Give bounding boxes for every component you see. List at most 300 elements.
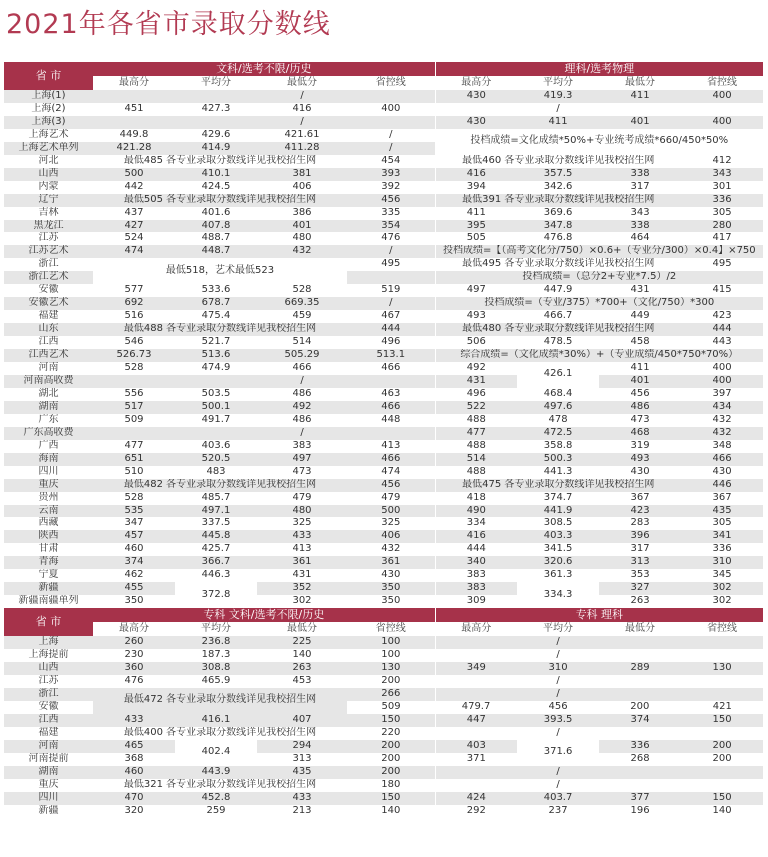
table-row xyxy=(4,310,763,323)
table-row xyxy=(4,349,763,362)
score-cell: 400 xyxy=(681,362,763,375)
table-row xyxy=(4,530,763,543)
score-cell: 445.8 xyxy=(175,530,257,543)
score-cell xyxy=(681,636,763,649)
score-cell: 509 xyxy=(347,701,435,714)
score-cell: 477 xyxy=(93,440,175,453)
score-cell: 432 xyxy=(347,543,435,556)
score-cell: 443 xyxy=(681,336,763,349)
province-cell: 福建 xyxy=(4,727,93,740)
province-cell: 辽宁 xyxy=(4,194,93,207)
score-cell: 433 xyxy=(93,714,175,727)
score-cell: 478.5 xyxy=(517,336,599,349)
score-cell: 444 xyxy=(435,543,517,556)
score-cell: 524 xyxy=(93,232,175,245)
note-cell: 最低391 各专业录取分数线详见我校招生网 xyxy=(435,194,681,207)
score-cell: 466.7 xyxy=(517,310,599,323)
score-cell: 150 xyxy=(347,714,435,727)
score-cell: 513.1 xyxy=(347,349,435,362)
score-cell: 395 xyxy=(435,220,517,233)
column-header: 省控线 xyxy=(681,76,763,90)
score-cell: 313 xyxy=(257,753,347,766)
score-cell: 292 xyxy=(435,805,517,818)
score-cell: 225 xyxy=(257,636,347,649)
score-cell: 500.1 xyxy=(175,401,257,414)
province-cell: 广东高收费 xyxy=(4,427,93,440)
merged-avg-cell: 402.4 xyxy=(175,740,257,766)
score-cell: 430 xyxy=(599,466,681,479)
score-cell: 517 xyxy=(93,401,175,414)
score-cell: 669.35 xyxy=(257,297,347,310)
score-cell: 418 xyxy=(435,492,517,505)
score-cell: 417 xyxy=(681,232,763,245)
score-cell: 459 xyxy=(257,310,347,323)
province-cell: 四川 xyxy=(4,792,93,805)
score-cell: 416.1 xyxy=(175,714,257,727)
score-cell: 447 xyxy=(435,714,517,727)
score-cell: 528 xyxy=(257,284,347,297)
province-cell: 江苏 xyxy=(4,232,93,245)
table-row xyxy=(4,168,763,181)
score-cell: / xyxy=(257,375,347,388)
score-cell: 320.6 xyxy=(517,556,599,569)
score-table xyxy=(4,62,763,817)
table-row xyxy=(4,388,763,401)
score-cell: 310 xyxy=(681,556,763,569)
province-cell: 浙江艺术 xyxy=(4,271,93,284)
score-cell: 341.5 xyxy=(517,543,599,556)
score-cell: / xyxy=(347,245,435,258)
note-cell: 最低518，艺术最低523 xyxy=(93,258,347,284)
control-line-cell: 495 xyxy=(347,258,435,271)
column-header: 最低分 xyxy=(599,76,681,90)
like-header: 理科/选考物理 xyxy=(435,62,763,76)
score-cell: 377 xyxy=(599,792,681,805)
score-cell: 294 xyxy=(257,740,347,753)
score-cell: 350 xyxy=(347,595,435,608)
score-cell: 435 xyxy=(681,505,763,518)
score-cell: 100 xyxy=(347,649,435,662)
score-cell xyxy=(681,649,763,662)
score-cell: 464 xyxy=(599,232,681,245)
score-cell xyxy=(599,649,681,662)
subheader-row xyxy=(4,622,763,636)
score-cell: / xyxy=(517,766,599,779)
table-row xyxy=(4,740,763,753)
table-row xyxy=(4,103,763,116)
note-cell: 最低460 各专业录取分数线详见我校招生网 xyxy=(435,155,681,168)
score-cell: 213 xyxy=(257,805,347,818)
score-cell: 342.6 xyxy=(517,181,599,194)
score-cell xyxy=(435,636,517,649)
score-cell xyxy=(681,766,763,779)
score-cell xyxy=(681,727,763,740)
score-cell: 463 xyxy=(347,388,435,401)
score-cell: 347 xyxy=(93,517,175,530)
column-header: 最高分 xyxy=(93,76,175,90)
province-header: 省 市 xyxy=(4,608,93,636)
score-cell: 374.7 xyxy=(517,492,599,505)
score-cell xyxy=(93,427,175,440)
score-cell: 305 xyxy=(681,517,763,530)
score-cell: 413 xyxy=(257,543,347,556)
table-row xyxy=(4,543,763,556)
score-cell xyxy=(435,779,517,792)
table-row xyxy=(4,284,763,297)
score-cell: 360 xyxy=(93,662,175,675)
score-cell: 520.5 xyxy=(175,453,257,466)
province-cell: 湖南 xyxy=(4,766,93,779)
score-cell: 478 xyxy=(517,414,599,427)
note-cell: 最低482 各专业录取分数线详见我校招生网 xyxy=(93,479,347,492)
score-cell: / xyxy=(347,129,435,142)
province-cell: 吉林 xyxy=(4,207,93,220)
score-cell xyxy=(175,375,257,388)
province-cell: 湖南 xyxy=(4,401,93,414)
table-row xyxy=(4,414,763,427)
score-cell: 421.28 xyxy=(93,142,175,155)
score-cell: 430 xyxy=(435,90,517,103)
province-cell: 甘肃 xyxy=(4,543,93,556)
score-cell: 393.5 xyxy=(517,714,599,727)
score-cell: 497.6 xyxy=(517,401,599,414)
score-cell: 433 xyxy=(257,530,347,543)
score-cell: 347.8 xyxy=(517,220,599,233)
province-cell: 安徽 xyxy=(4,701,93,714)
province-cell: 重庆 xyxy=(4,779,93,792)
control-line-cell: 454 xyxy=(347,155,435,168)
score-cell: 196 xyxy=(599,805,681,818)
score-cell: 456 xyxy=(517,701,599,714)
note-cell: 最低488 各专业录取分数线详见我校招生网 xyxy=(93,323,347,336)
score-cell: 140 xyxy=(681,805,763,818)
score-cell xyxy=(599,766,681,779)
table-row xyxy=(4,245,763,258)
score-cell: 416 xyxy=(257,103,347,116)
score-cell: 451 xyxy=(93,103,175,116)
score-cell: 396 xyxy=(599,530,681,543)
table-row xyxy=(4,649,763,662)
score-cell: 187.3 xyxy=(175,649,257,662)
province-cell: 河南高收费 xyxy=(4,375,93,388)
score-cell: 443.9 xyxy=(175,766,257,779)
province-cell: 浙江 xyxy=(4,258,93,271)
score-cell: 200 xyxy=(599,701,681,714)
province-cell: 四川 xyxy=(4,466,93,479)
score-cell: 367 xyxy=(599,492,681,505)
province-cell: 山西 xyxy=(4,662,93,675)
score-cell: 429.6 xyxy=(175,129,257,142)
score-cell: 423 xyxy=(599,505,681,518)
control-line-cell: 336 xyxy=(681,194,763,207)
score-cell: 466 xyxy=(347,362,435,375)
province-cell: 福建 xyxy=(4,310,93,323)
note-cell: 最低321 各专业录取分数线详见我校招生网 xyxy=(93,779,347,792)
table-row xyxy=(4,517,763,530)
score-cell: 301 xyxy=(681,181,763,194)
province-cell: 新疆 xyxy=(4,582,93,595)
score-cell: / xyxy=(517,649,599,662)
column-header: 平均分 xyxy=(175,622,257,636)
score-cell: 319 xyxy=(599,440,681,453)
score-cell: 476 xyxy=(347,232,435,245)
score-cell: 466 xyxy=(257,362,347,375)
score-cell: 493 xyxy=(435,310,517,323)
score-cell: 479 xyxy=(347,492,435,505)
note-cell: 最低485 各专业录取分数线详见我校招生网 xyxy=(93,155,347,168)
province-cell: 广东 xyxy=(4,414,93,427)
score-cell: 371 xyxy=(435,753,517,766)
merged-avg-cell: 426.1 xyxy=(517,362,599,388)
province-cell: 河北 xyxy=(4,155,93,168)
table-row xyxy=(4,258,763,271)
table-row xyxy=(4,181,763,194)
score-cell: 528 xyxy=(93,362,175,375)
score-cell: 488 xyxy=(435,414,517,427)
like-header: 专科 理科 xyxy=(435,608,763,622)
score-cell: 411 xyxy=(435,207,517,220)
table-row xyxy=(4,595,763,608)
score-cell: 486 xyxy=(257,414,347,427)
score-cell: 401 xyxy=(599,375,681,388)
province-cell: 湖北 xyxy=(4,388,93,401)
score-cell: 431 xyxy=(435,375,517,388)
province-cell: 上海 xyxy=(4,636,93,649)
table-row xyxy=(4,440,763,453)
score-cell: 492 xyxy=(257,401,347,414)
score-cell: 350 xyxy=(93,595,175,608)
score-cell: / xyxy=(347,297,435,310)
score-cell: 335 xyxy=(347,207,435,220)
table-row xyxy=(4,714,763,727)
table-row xyxy=(4,194,763,207)
score-cell: 506 xyxy=(435,336,517,349)
score-cell: 427.3 xyxy=(175,103,257,116)
score-cell: 500.3 xyxy=(517,453,599,466)
score-cell: 413 xyxy=(347,440,435,453)
control-line-cell: 444 xyxy=(681,323,763,336)
score-cell xyxy=(347,116,435,129)
score-cell: 480 xyxy=(257,232,347,245)
note-cell: 最低475 各专业录取分数线详见我校招生网 xyxy=(435,479,681,492)
score-cell: 325 xyxy=(257,517,347,530)
score-cell: 460 xyxy=(93,766,175,779)
score-cell: 367 xyxy=(681,492,763,505)
score-cell: 200 xyxy=(347,753,435,766)
score-cell: 416 xyxy=(435,168,517,181)
province-cell: 山东 xyxy=(4,323,93,336)
score-cell: 473 xyxy=(599,414,681,427)
score-cell: 452.8 xyxy=(175,792,257,805)
score-cell: 100 xyxy=(347,636,435,649)
table-row xyxy=(4,466,763,479)
score-cell: 410.1 xyxy=(175,168,257,181)
score-cell: 381 xyxy=(257,168,347,181)
score-cell: 447.9 xyxy=(517,284,599,297)
score-cell: 505 xyxy=(435,232,517,245)
score-cell: 556 xyxy=(93,388,175,401)
score-cell: 350 xyxy=(347,582,435,595)
header-row xyxy=(4,608,763,622)
table-row xyxy=(4,297,763,310)
score-cell: 692 xyxy=(93,297,175,310)
score-cell: 353 xyxy=(599,569,681,582)
table-row xyxy=(4,336,763,349)
score-cell: 200 xyxy=(347,740,435,753)
province-cell: 西藏 xyxy=(4,517,93,530)
score-cell: 341 xyxy=(681,530,763,543)
score-cell: 200 xyxy=(681,740,763,753)
column-header: 省控线 xyxy=(347,76,435,90)
column-header: 省控线 xyxy=(347,622,435,636)
score-cell: 497.1 xyxy=(175,505,257,518)
score-cell: / xyxy=(347,142,435,155)
province-cell: 贵州 xyxy=(4,492,93,505)
score-cell xyxy=(93,375,175,388)
score-cell: 403.3 xyxy=(517,530,599,543)
score-cell xyxy=(599,779,681,792)
score-cell: 496 xyxy=(347,336,435,349)
score-cell: 493 xyxy=(599,453,681,466)
score-cell: 383 xyxy=(435,582,517,595)
score-cell: 374 xyxy=(599,714,681,727)
score-cell: 268 xyxy=(599,753,681,766)
table-row xyxy=(4,675,763,688)
score-cell: 431 xyxy=(599,284,681,297)
score-cell: / xyxy=(517,636,599,649)
score-cell: 430 xyxy=(681,466,763,479)
note-cell: 最低505 各专业录取分数线详见我校招生网 xyxy=(93,194,347,207)
score-cell xyxy=(599,675,681,688)
province-cell: 上海艺术单列 xyxy=(4,142,93,155)
score-cell: 130 xyxy=(681,662,763,675)
score-cell: 150 xyxy=(681,714,763,727)
column-header: 最高分 xyxy=(435,76,517,90)
control-line-cell: 446 xyxy=(681,479,763,492)
table-row xyxy=(4,323,763,336)
score-cell xyxy=(599,727,681,740)
score-cell: 651 xyxy=(93,453,175,466)
score-cell xyxy=(347,427,435,440)
score-cell: 308.8 xyxy=(175,662,257,675)
score-cell: 400 xyxy=(681,116,763,129)
score-cell: 457 xyxy=(93,530,175,543)
score-cell: 305 xyxy=(681,207,763,220)
province-cell: 江西艺术 xyxy=(4,349,93,362)
score-cell xyxy=(435,688,517,701)
score-cell xyxy=(347,375,435,388)
score-cell: 401 xyxy=(257,220,347,233)
province-cell: 安徽 xyxy=(4,284,93,297)
score-cell: 421 xyxy=(681,701,763,714)
score-cell: 400 xyxy=(681,375,763,388)
score-cell xyxy=(681,688,763,701)
score-cell xyxy=(435,766,517,779)
score-cell: 577 xyxy=(93,284,175,297)
note-cell: 最低495 各专业录取分数线详见我校招生网 xyxy=(435,258,681,271)
table-row xyxy=(4,636,763,649)
table-row xyxy=(4,155,763,168)
score-cell: / xyxy=(517,779,599,792)
score-cell: 427 xyxy=(93,220,175,233)
score-cell: 392 xyxy=(347,181,435,194)
score-cell: 470 xyxy=(93,792,175,805)
score-cell: 421.61 xyxy=(257,129,347,142)
wenke-header: 文科/选考不限/历史 xyxy=(93,62,435,76)
score-cell: 528 xyxy=(93,492,175,505)
table-row xyxy=(4,662,763,675)
table-row xyxy=(4,453,763,466)
score-cell: 411.28 xyxy=(257,142,347,155)
score-cell: 403.7 xyxy=(517,792,599,805)
column-header: 最低分 xyxy=(599,622,681,636)
province-cell: 江苏 xyxy=(4,675,93,688)
table-row xyxy=(4,688,763,701)
score-cell: 430 xyxy=(435,116,517,129)
score-cell: 283 xyxy=(599,517,681,530)
score-cell: 424 xyxy=(435,792,517,805)
score-cell: 465 xyxy=(93,740,175,753)
score-cell: 338 xyxy=(599,220,681,233)
table-row xyxy=(4,479,763,492)
score-cell: 473 xyxy=(257,466,347,479)
province-cell: 上海(3) xyxy=(4,116,93,129)
score-cell xyxy=(435,103,517,116)
score-cell: 491.7 xyxy=(175,414,257,427)
score-cell: 425.7 xyxy=(175,543,257,556)
province-header: 省 市 xyxy=(4,62,93,90)
score-cell xyxy=(599,688,681,701)
province-cell: 上海(1) xyxy=(4,90,93,103)
province-cell: 河南提前 xyxy=(4,753,93,766)
score-cell xyxy=(681,103,763,116)
score-cell: 492 xyxy=(435,362,517,375)
score-cell: 435 xyxy=(257,766,347,779)
table-row xyxy=(4,582,763,595)
score-cell: 337.5 xyxy=(175,517,257,530)
table-row xyxy=(4,753,763,766)
province-cell: 云南 xyxy=(4,505,93,518)
score-cell: 313 xyxy=(599,556,681,569)
score-cell: 490 xyxy=(435,505,517,518)
score-cell: 369.6 xyxy=(517,207,599,220)
score-cell: 465.9 xyxy=(175,675,257,688)
score-cell: 310 xyxy=(517,662,599,675)
score-cell: / xyxy=(257,116,347,129)
table-row xyxy=(4,362,763,375)
score-cell: 361 xyxy=(257,556,347,569)
table-row xyxy=(4,492,763,505)
score-cell: 414.9 xyxy=(175,142,257,155)
note-cell: 最低480 各专业录取分数线详见我校招生网 xyxy=(435,323,681,336)
column-header: 平均分 xyxy=(517,622,599,636)
column-header: 最高分 xyxy=(93,622,175,636)
score-cell: 357.5 xyxy=(517,168,599,181)
table-row xyxy=(4,569,763,582)
score-cell: 317 xyxy=(599,181,681,194)
score-cell: 403 xyxy=(435,740,517,753)
province-cell: 海南 xyxy=(4,453,93,466)
score-cell: 423 xyxy=(681,310,763,323)
score-cell: 510 xyxy=(93,466,175,479)
score-cell: 394 xyxy=(435,181,517,194)
score-cell: 361.3 xyxy=(517,569,599,582)
page-title: 2021年各省市录取分数线 xyxy=(6,9,331,40)
note-cell: 最低472 各专业录取分数线详见我校招生网 xyxy=(93,688,347,714)
score-cell: 406 xyxy=(347,530,435,543)
column-header: 最高分 xyxy=(435,622,517,636)
score-cell: 411 xyxy=(599,90,681,103)
